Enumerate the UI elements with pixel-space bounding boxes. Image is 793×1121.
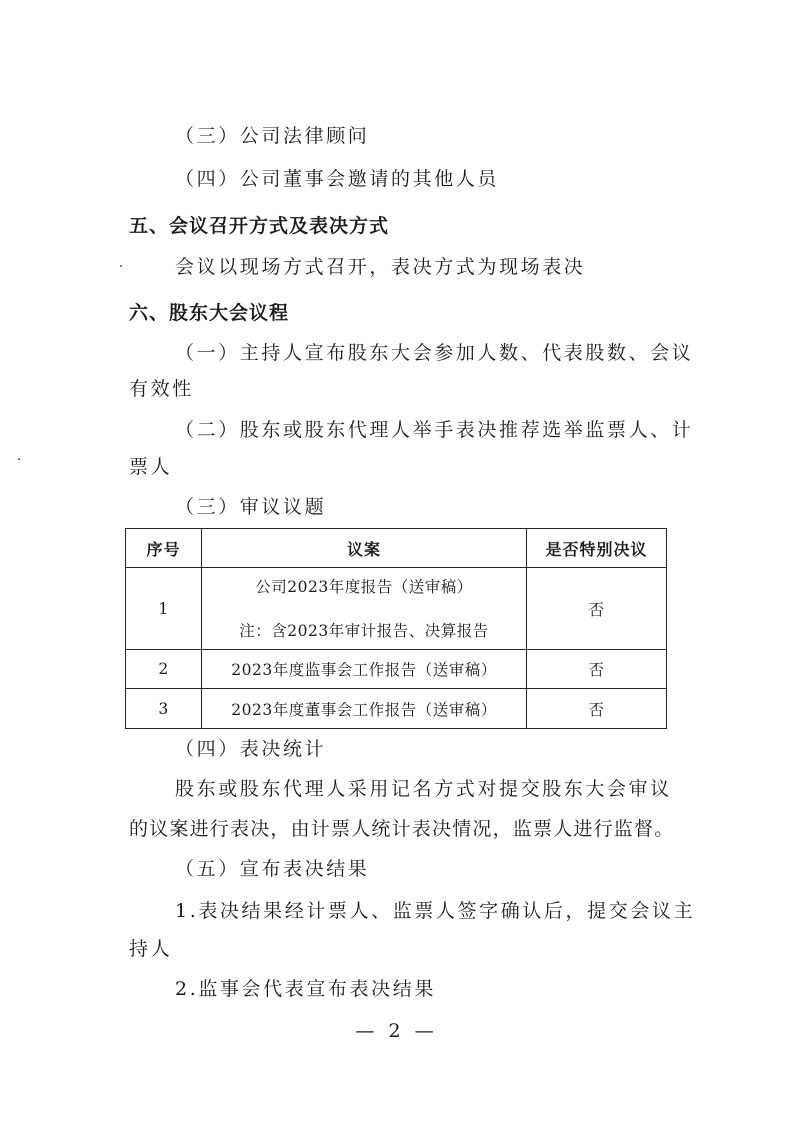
page-number: — 2 — [355, 1020, 438, 1042]
section-5-heading: 五、会议召开方式及表决方式 [129, 215, 390, 237]
row-special: 否 [527, 689, 667, 729]
item-legal-advisor: （三）公司法律顾问 [175, 125, 370, 147]
table-row [126, 689, 667, 729]
item-invited-persons: （四）公司董事会邀请的其他人员 [175, 168, 500, 190]
scan-speck [120, 265, 122, 267]
row-proposal: 2023年度监事会工作报告（送审稿） [202, 650, 527, 689]
table-row [126, 568, 667, 650]
agenda-item-2-line-1: （二）股东或股东代理人举手表决推荐选举监票人、计 [175, 419, 694, 441]
row-number: 2 [126, 650, 202, 689]
vote-stats-line-2: 的议案进行表决，由计票人统计表决情况，监票人进行监督。 [129, 818, 675, 840]
result-step-1-line-2: 持人 [129, 938, 173, 960]
section-6-heading: 六、股东大会议程 [129, 302, 290, 324]
meeting-method-text: 会议以现场方式召开，表决方式为现场表决 [175, 256, 586, 278]
table-row [126, 650, 667, 689]
row-number: 1 [126, 568, 202, 650]
proposal-title: 公司2023年度报告（送审稿） [255, 577, 473, 596]
row-number: 3 [126, 689, 202, 729]
row-special: 否 [527, 568, 667, 650]
header-proposal: 议案 [202, 529, 527, 568]
header-no: 序号 [126, 529, 202, 568]
agenda-item-4: （四）表决统计 [175, 738, 327, 760]
header-special: 是否特别决议 [527, 529, 667, 568]
result-step-1-line-1: 1.表决结果经计票人、监票人签字确认后，提交会议主 [175, 900, 696, 922]
proposal-note: 注：含2023年审计报告、决算报告 [239, 621, 489, 640]
row-special: 否 [527, 650, 667, 689]
row-proposal: 2023年度董事会工作报告（送审稿） [202, 689, 527, 729]
agenda-item-1-line-2: 有效性 [129, 378, 194, 400]
row-proposal [202, 568, 527, 650]
agenda-item-1-line-1: （一）主持人宣布股东大会参加人数、代表股数、会议 [175, 342, 694, 364]
agenda-item-2-line-2: 票人 [129, 456, 173, 478]
table-header-row [126, 529, 667, 568]
agenda-item-5: （五）宣布表决结果 [175, 858, 370, 880]
agenda-item-3: （三）审议议题 [175, 496, 327, 518]
agenda-table [125, 528, 667, 729]
vote-stats-line-1: 股东或股东代理人采用记名方式对提交股东大会审议 [175, 778, 672, 800]
result-step-2: 2.监事会代表宣布表决结果 [175, 978, 436, 1000]
scan-speck [18, 458, 20, 460]
